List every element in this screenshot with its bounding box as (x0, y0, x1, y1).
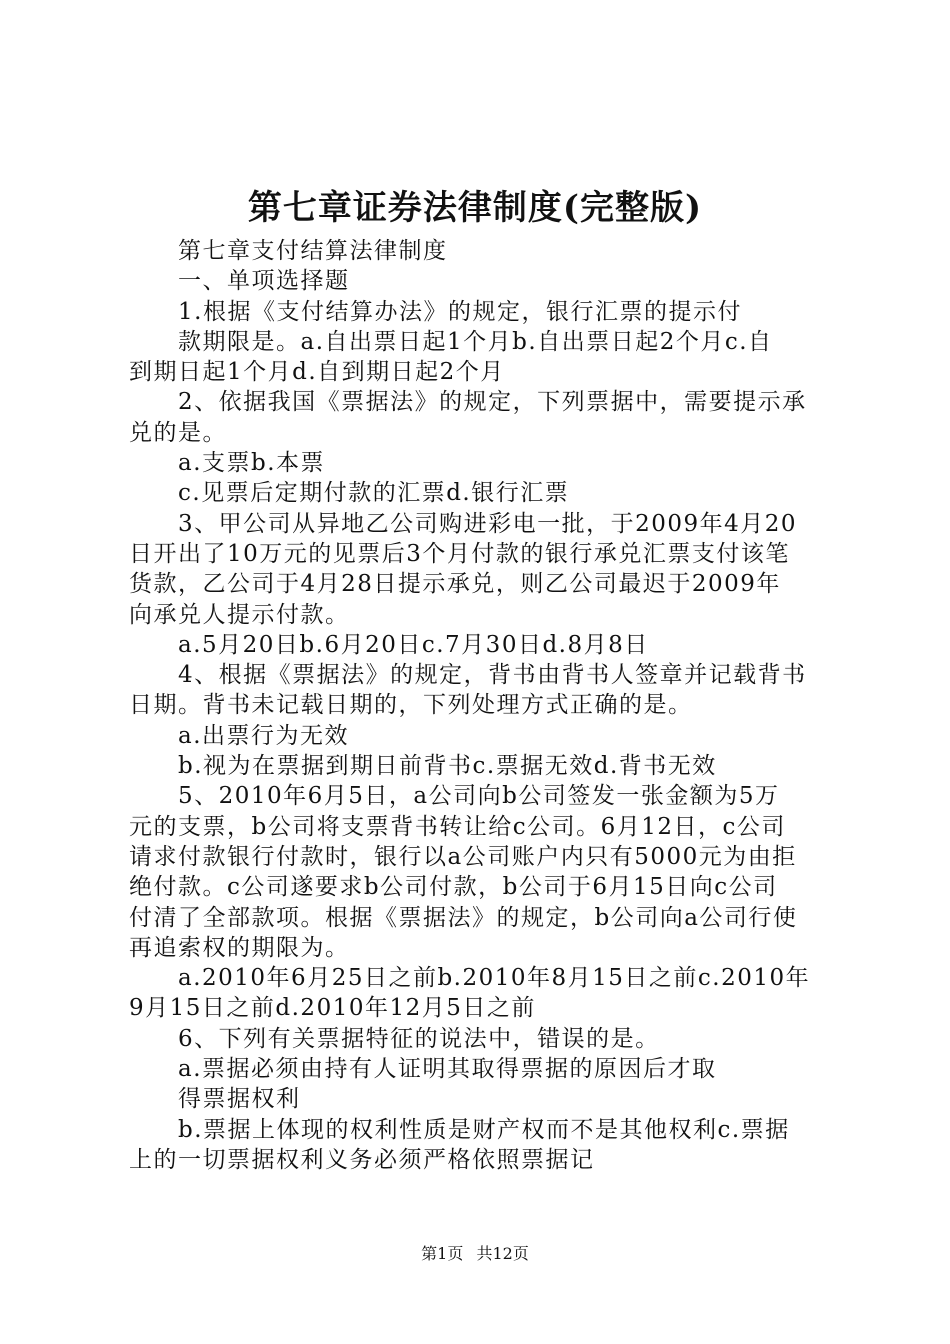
text-line: 第七章支付结算法律制度 (178, 238, 448, 264)
text-line: 再追索权的期限为。 (129, 934, 350, 961)
page-number: 第1页 (421, 1244, 464, 1263)
text-line: 2、依据我国《票据法》的规定，下列票据中，需要提示承 (178, 389, 807, 416)
text-line: 上的一切票据权利义务必须严格依照票据记 (129, 1146, 595, 1173)
text-line: c.见票后定期付款的汇票d.银行汇票 (178, 480, 570, 507)
text-line: 付清了全部款项。根据《票据法》的规定，b公司向a公司行使 (129, 904, 798, 931)
text-line: a.票据必须由持有人证明其取得票据的原因后才取 (178, 1056, 717, 1083)
text-line: 4、根据《票据法》的规定，背书由背书人签章并记载背书 (178, 662, 807, 689)
text-line: a.出票行为无效 (178, 722, 350, 749)
text-line: 1.根据《支付结算办法》的规定，银行汇票的提示付 (178, 298, 742, 325)
text-line: 元的支票，b公司将支票背书转让给c公司。6月12日，c公司 (129, 813, 786, 840)
page-total: 共12页 (476, 1244, 529, 1263)
text-line: 3、甲公司从异地乙公司购进彩电一批，于2009年4月20 (178, 510, 798, 537)
text-line: 兑的是。 (129, 419, 227, 446)
text-line: a.5月20日b.6月20日c.7月30日d.8月8日 (178, 631, 649, 658)
text-line: 请求付款银行付款时，银行以a公司账户内只有5000元为由拒 (129, 843, 797, 870)
text-line: 6、下列有关票据特征的说法中，错误的是。 (178, 1025, 660, 1052)
text-line: 日开出了10万元的见票后3个月付款的银行承兑汇票支付该笔 (129, 540, 790, 567)
text-line: a.支票b.本票 (178, 450, 326, 477)
text-line: 日期。背书未记载日期的，下列处理方式正确的是。 (129, 692, 693, 719)
text-line: 9月15日之前d.2010年12月5日之前 (129, 995, 536, 1022)
text-line: 向承兑人提示付款。 (129, 601, 350, 628)
text-line: 5、2010年6月5日，a公司向b公司签发一张金额为5万 (178, 783, 780, 810)
page-footer (0, 1243, 950, 1265)
text-line: 到期日起1个月d.自到期日起2个月 (129, 359, 505, 386)
text-line: 绝付款。c公司遂要求b公司付款，b公司于6月15日向c公司 (129, 874, 778, 901)
text-line: 一、单项选择题 (178, 268, 350, 295)
text-line: 货款，乙公司于4月28日提示承兑，则乙公司最迟于2009年 (129, 571, 781, 598)
document-title: 第七章证券法律制度(完整版) (247, 188, 703, 228)
text-line: a.2010年6月25日之前b.2010年8月15日之前c.2010年 (178, 965, 811, 992)
text-line: b.票据上体现的权利性质是财产权而不是其他权利c.票据 (178, 1116, 790, 1143)
document-body (129, 236, 831, 1175)
text-line: 款期限是。a.自出票日起1个月b.自出票日起2个月c.自 (178, 328, 773, 355)
text-line: 得票据权利 (178, 1086, 301, 1113)
text-line: b.视为在票据到期日前背书c.票据无效d.背书无效 (178, 753, 717, 780)
